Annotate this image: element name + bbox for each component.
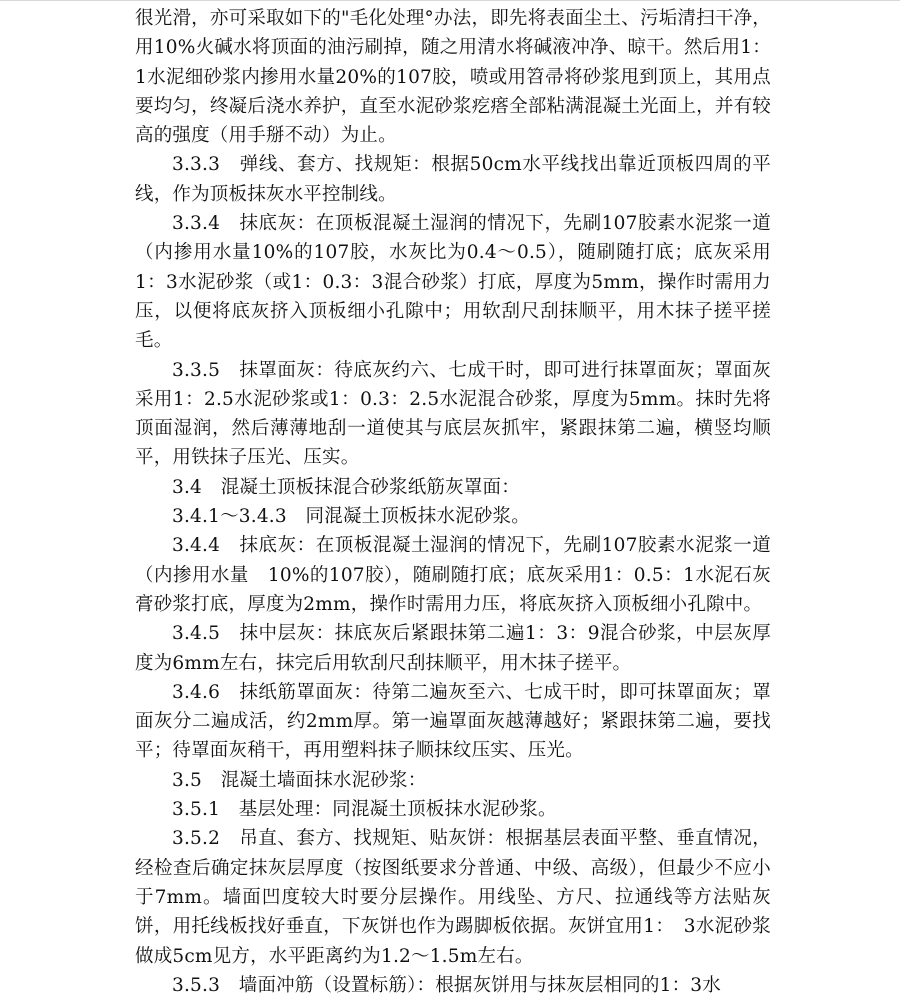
paragraph-3-5-2: 3.5.2 吊直、套方、找规矩、贴灰饼：根据基层表面平整、垂直情况，经检查后确定抹灰层厚度（按图纸要求分普通、中级、高级），但最少不应小于7mm。墙面凹度较大时要分层操作。用线坠、方尺、拉通线等方法贴灰饼，用托线板找好垂直，下灰饼也作为踢脚板依据。灰饼宜用1： 3水泥砂浆做成5cm见方，水平距离约为1.2～1.5m左右。 <box>135 828 771 967</box>
paragraph-3-3-4: 3.3.4 抹底灰：在顶板混凝土湿润的情况下，先刷107胶素水泥浆一道（内掺用水量10%的107胶，水灰比为0.4～0.5），随刷随打底；底灰采用1：3水泥砂浆（或1：0.3：3混合砂浆）打底，厚度为5mm，操作时需用力压，以便将底灰挤入顶板细小孔隙中；用软刮尺刮抹顺平，用木抹子搓平搓毛。 <box>135 213 771 352</box>
paragraph-3-4-1-to-3-4-3: 3.4.1～3.4.3 同混凝土顶板抹水泥砂浆。 <box>172 506 530 528</box>
page-top-border <box>0 0 900 1</box>
paragraph-3-5-1: 3.5.1 基层处理：同混凝土顶板抹水泥砂浆。 <box>172 799 557 821</box>
section-heading-3-5: 3.5 混凝土墙面抹水泥砂浆： <box>172 769 427 791</box>
document-body <box>135 4 771 1000</box>
paragraph-3-3-5: 3.3.5 抹罩面灰：待底灰约六、七成干时，即可进行抹罩面灰；罩面灰采用1：2.5水泥砂浆或1：0.3：2.5水泥混合砂浆，厚度为5mm。抹时先将顶面湿润，然后薄薄地刮一道使其与底层灰抓牢，紧跟抹第二遍，横竖均顺平，用铁抹子压光、压实。 <box>135 359 771 469</box>
paragraph-3-3-3: 3.3.3 弹线、套方、找规矩：根据50cm水平线找出靠近顶板四周的平线，作为顶板抹灰水平控制线。 <box>135 154 771 205</box>
paragraph-3-4-6: 3.4.6 抹纸筋罩面灰：待第二遍灰至六、七成干时，即可抹罩面灰；罩面灰分二遍成活，约2mm厚。第一遍罩面灰越薄越好；紧跟抹第二遍，要找平；待罩面灰稍干，再用塑料抹子顺抹纹压实、压光。 <box>135 681 771 762</box>
paragraph-continuation: 很光滑，亦可采取如下的"毛化处理°办法，即先将表面尘土、污垢清扫干净，用10%火碱水将顶面的油污刷掉，随之用清水将碱液冲净、晾干。然后用1：1水泥细砂浆内掺用水量20%的107胶，喷或用笤帚将砂浆甩到顶上，其用点要均匀，终凝后浇水养护，直至水泥砂浆疙瘩全部粘满混凝土光面上，并有较高的强度（用手掰不动）为止。 <box>135 8 771 147</box>
section-heading-3-4: 3.4 混凝土顶板抹混合砂浆纸筋灰罩面： <box>172 476 520 498</box>
paragraph-3-4-5: 3.4.5 抹中层灰：抹底灰后紧跟抹第二遍1：3：9混合砂浆，中层灰厚度为6mm左右，抹完后用软刮尺刮抹顺平，用木抹子搓平。 <box>135 623 771 674</box>
paragraph-3-4-4: 3.4.4 抹底灰：在顶板混凝土湿润的情况下，先刷107胶素水泥浆一道（内掺用水量 10%的107胶），随刷随打底；底灰采用1：0.5：1水泥石灰膏砂浆打底，厚度为2mm，操作时需用力压，将底灰挤入顶板细小孔隙中。 <box>135 535 771 615</box>
paragraph-3-5-3: 3.5.3 墙面冲筋（设置标筋）：根据灰饼用与抹灰层相同的1：3水 <box>172 974 721 996</box>
